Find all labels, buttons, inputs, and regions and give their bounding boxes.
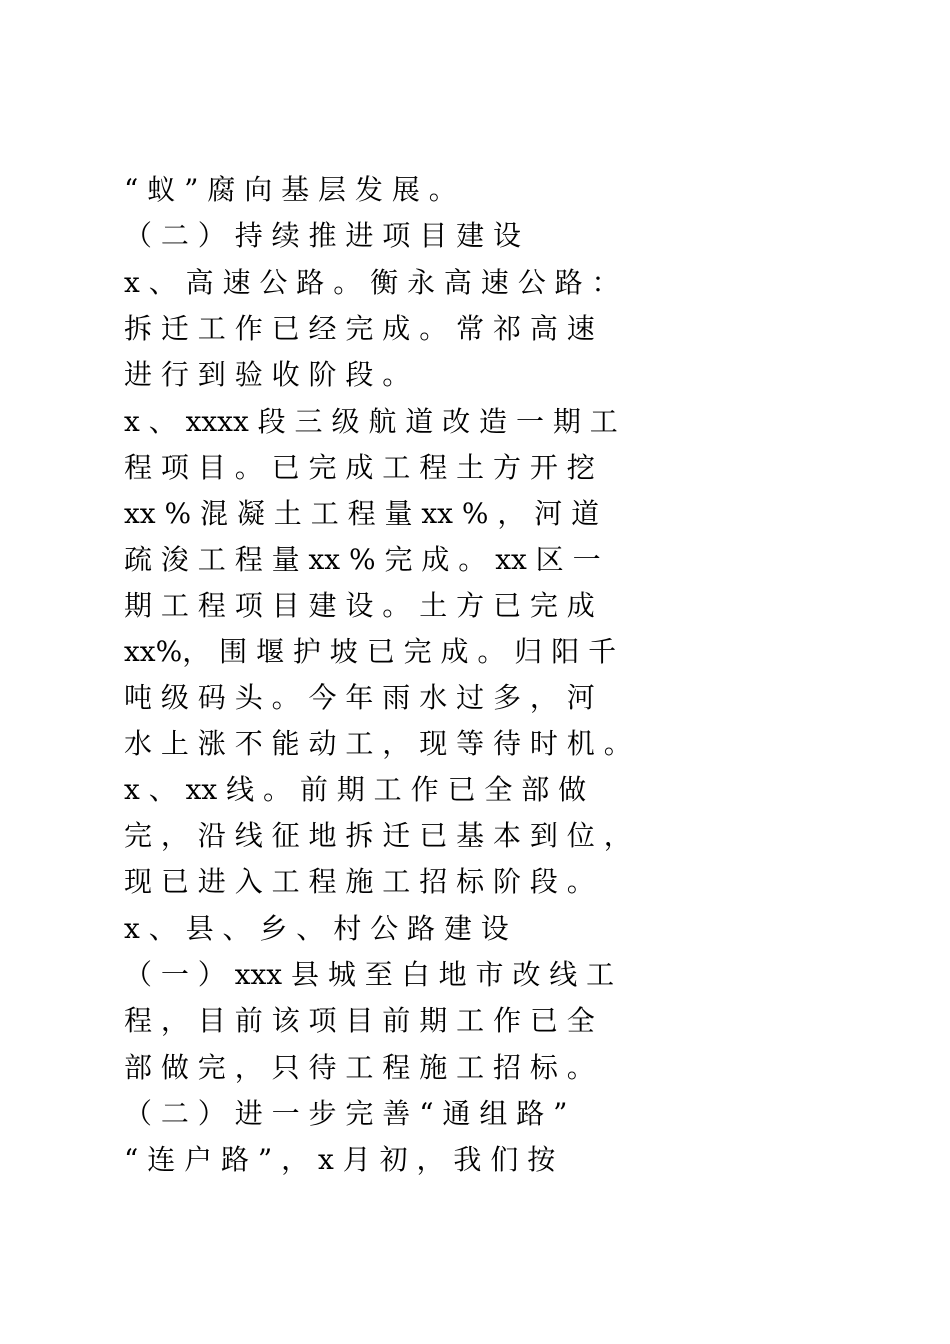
text-line: 拆 迁 工 作 已 经 完 成 。 常 祁 高 速 (124, 312, 595, 345)
text-line: x 、 高 速 公 路 。 衡 永 高 速 公 路 ： (124, 266, 620, 299)
text-line: “ 蚁 ” 腐 向 基 层 发 展 。 (124, 173, 457, 206)
text-line: 进 行 到 验 收 阶 段 。 (124, 358, 411, 391)
text-line: 疏 浚 工 程 量 xx % 完 成 。 xx 区 一 (124, 543, 601, 576)
text-line: 程 项 目 。 已 完 成 工 程 土 方 开 挖 (124, 451, 595, 484)
text-line: x 、 县 、 乡 、 村 公 路 建 设 (124, 912, 509, 945)
text-line: 吨 级 码 头 。 今 年 雨 水 过 多 ， 河 (124, 681, 595, 714)
text-line: 部 做 完 ， 只 待 工 程 施 工 招 标 。 (124, 1051, 595, 1084)
text-line: 水 上 涨 不 能 动 工 ， 现 等 待 时 机 。 (124, 727, 632, 760)
text-line: “ 连 户 路 ” ， x 月 初 ， 我 们 按 (124, 1143, 556, 1176)
text-line: xx%， 围 堰 护 坡 已 完 成 。 归 阳 千 (124, 635, 617, 668)
text-line: （ 一 ） xxx 县 城 至 白 地 市 改 线 工 (124, 958, 615, 991)
text-line: （ 二 ） 进 一 步 完 善 “ 通 组 路 ” (124, 1097, 568, 1130)
text-line: （ 二 ） 持 续 推 进 项 目 建 设 (124, 219, 522, 252)
text-line: 期 工 程 项 目 建 设 。 土 方 已 完 成 (124, 589, 595, 622)
text-line: 完 ， 沿 线 征 地 拆 迁 已 基 本 到 位 ， (124, 819, 632, 852)
text-line: 程 ， 目 前 该 项 目 前 期 工 作 已 全 (124, 1004, 595, 1037)
text-line: xx % 混 凝 土 工 程 量 xx % ， 河 道 (124, 497, 600, 530)
text-line: 现 已 进 入 工 程 施 工 招 标 阶 段 。 (124, 865, 595, 898)
text-line: x 、 xx 线 。 前 期 工 作 已 全 部 做 (124, 773, 587, 806)
text-line: x 、 xxxx 段 三 级 航 道 改 造 一 期 工 (124, 405, 618, 438)
